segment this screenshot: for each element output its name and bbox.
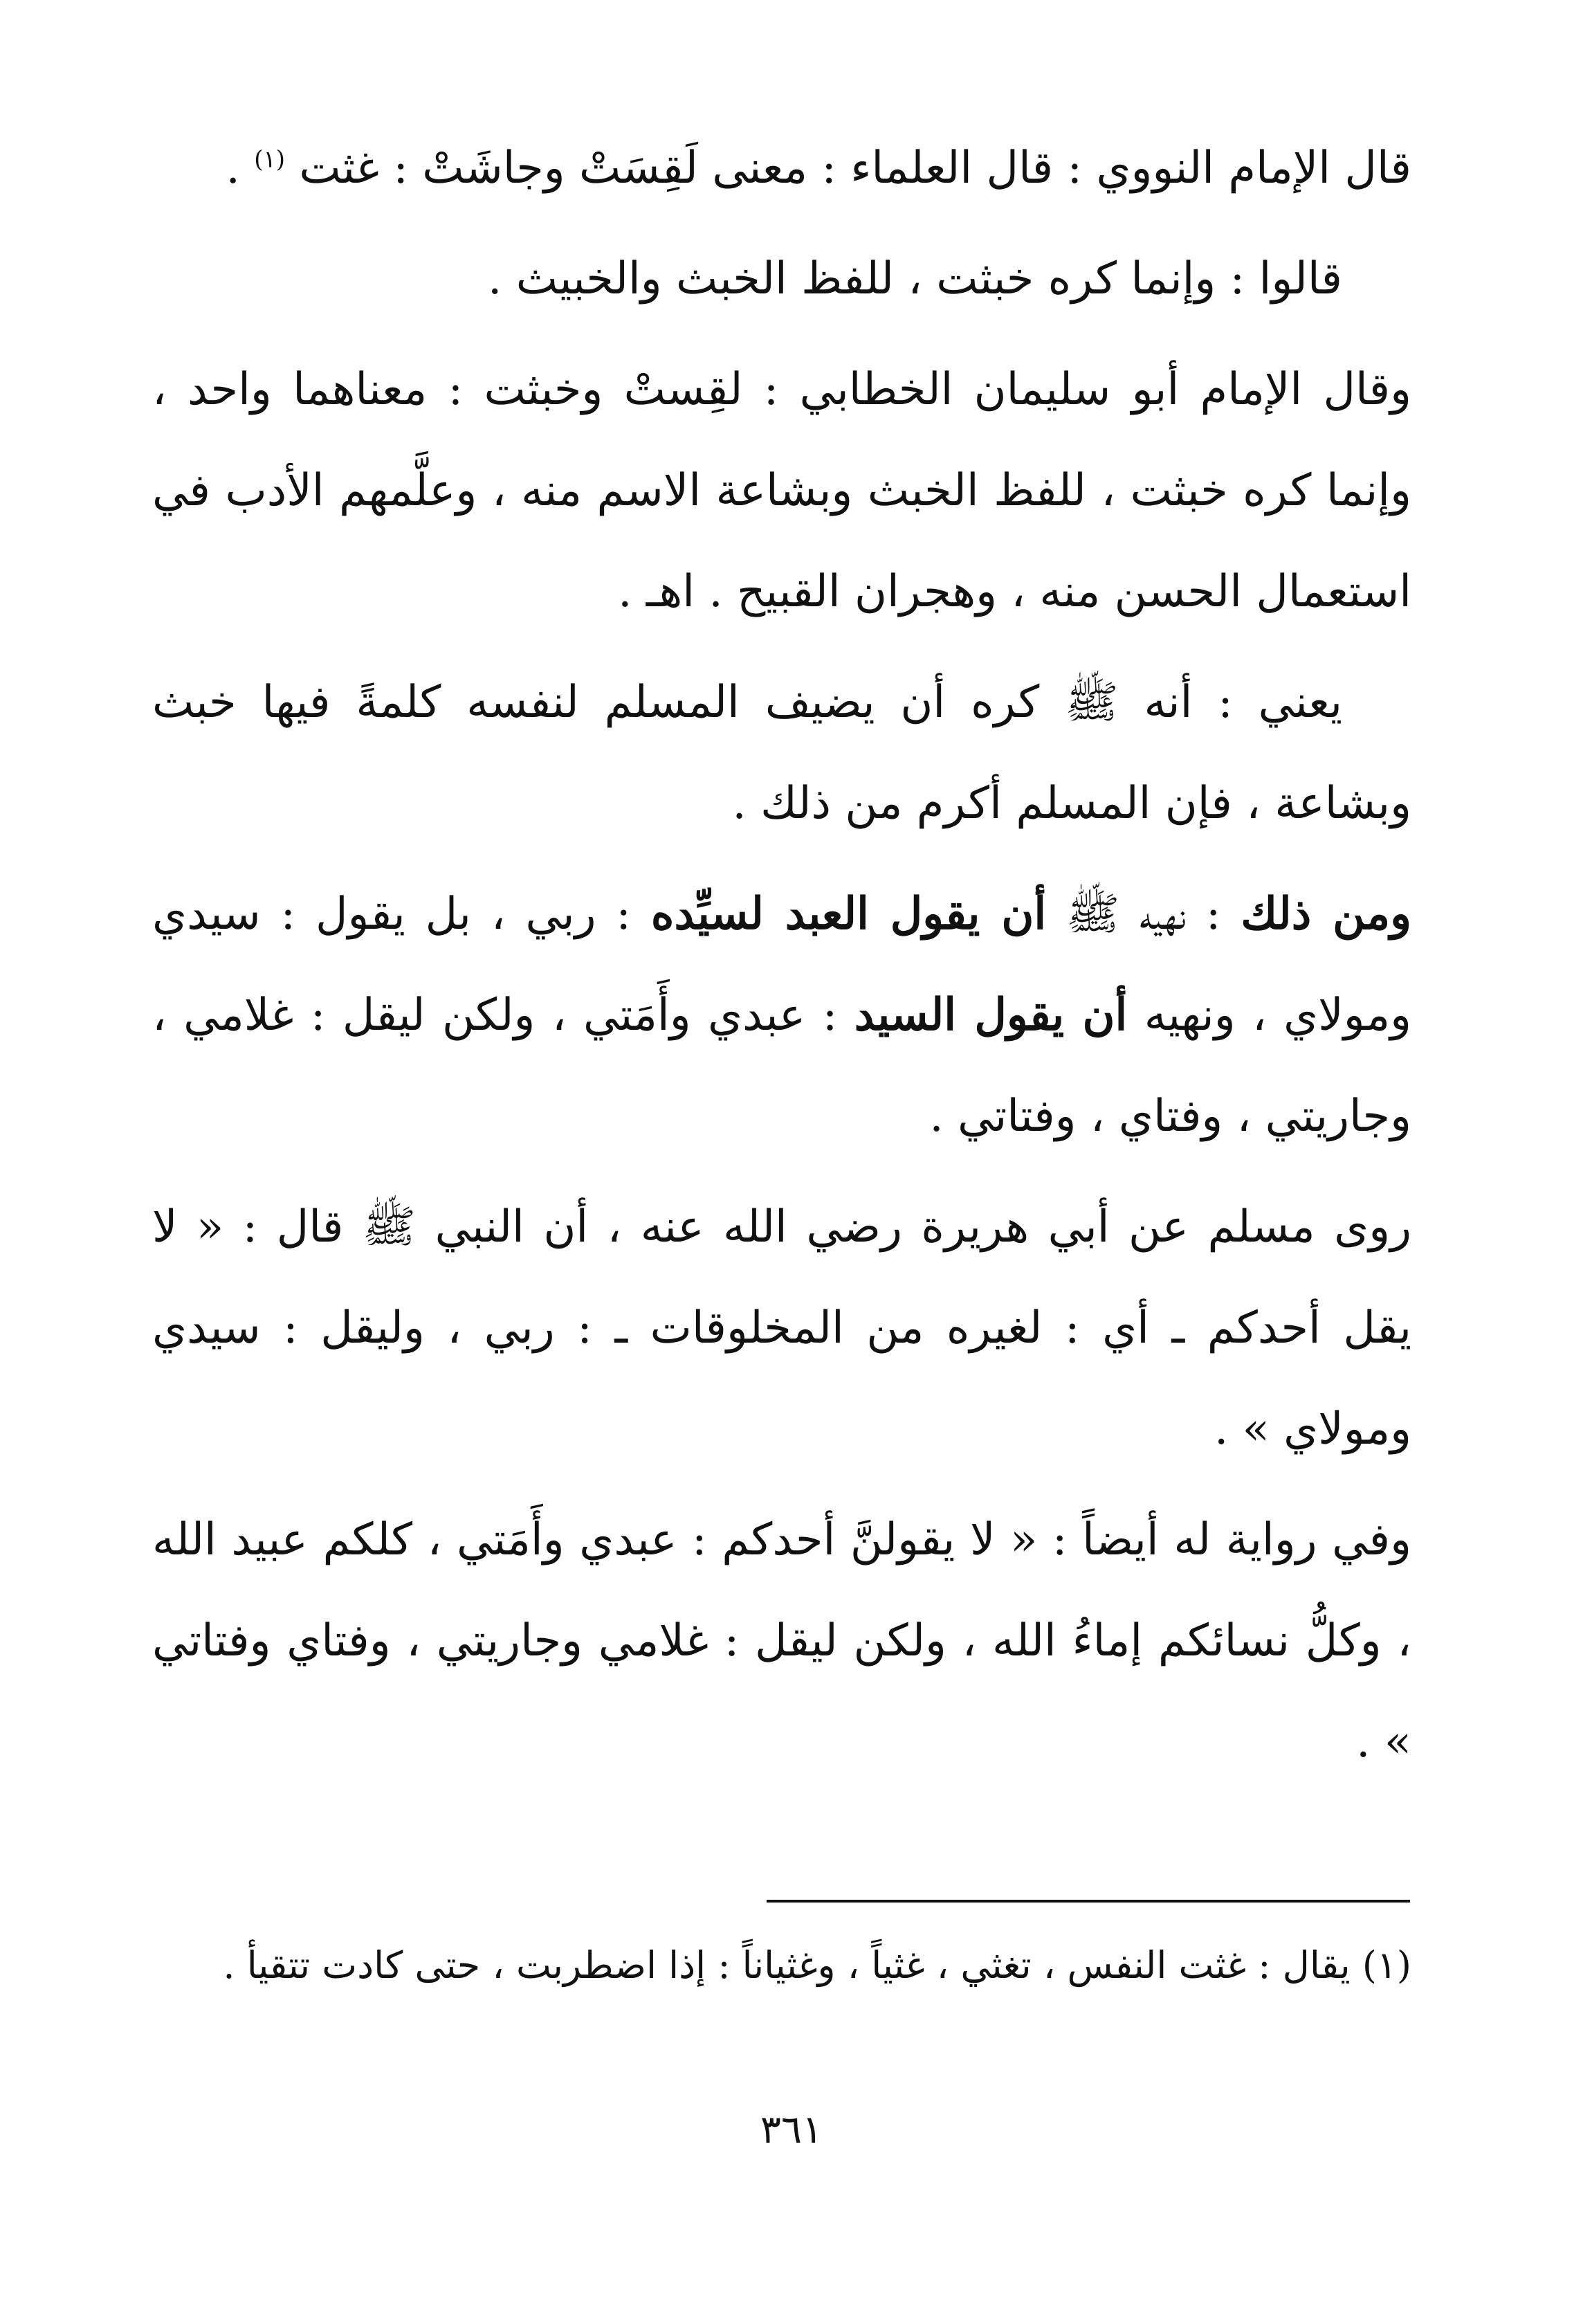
paragraph-khattabi-quote: وقال الإمام أبو سليمان الخطابي : لقِستْ وخبثت : معناهما واحد ، وإنما كره خبثت ، للفظ الخبث وبشاعة الاسم منه ، وعلَّمهم الأدب في استعمال الحسن منه ، وهجران القبيح . اهـ .	[152, 364, 1411, 617]
paragraph-prohibition	[152, 864, 1411, 1167]
paragraph-second-narration: وفي رواية له أيضاً : « لا يقولنَّ أحدكم : عبدي وأَمَتي ، كلكم عبيد الله ، وكلُّ نسائكم إماءُ الله ، ولكن ليقل : غلامي وجاريتي ، وفتاي وفتاتي » .	[152, 1514, 1411, 1768]
paragraph-muslim-narration: روى مسلم عن أبي هريرة رضي الله عنه ، أن النبي ﷺ قال : « لا يقل أحدكم ـ أي : لغيره من المخلوقات ـ : ربي ، وليقل : سيدي ومولاي » .	[152, 1201, 1412, 1455]
paragraph-text: : نهيه ﷺ	[1046, 889, 1241, 940]
paragraph-text: : ربي ، بل يقول : سيدي ومولاي ، ونهيه	[152, 889, 1412, 1041]
paragraph-scholars-said: قالوا : وإنما كره خبثت ، للفظ الخبث والخبيث .	[488, 253, 1342, 305]
paragraph-text: : عبدي وأَمَتي ، ولكن ليقل : غلامي ، وجاريتي ، وفتاي ، وفتاتي .	[152, 990, 1411, 1142]
footnote-divider	[767, 1900, 1410, 1903]
footnote-text: (١) يقال : غثت النفس ، تغثي ، غثياً ، وغثياناً : إذا اضطربت ، حتى كادت تتقيأ .	[223, 1943, 1411, 1987]
footnote	[152, 1931, 1411, 2000]
bold-phrase: ومن ذلك	[1241, 888, 1412, 940]
paragraph-text: قال الإمام النووي : قال العلماء : معنى لَقِسَتْ وجاشَتْ : غثت	[299, 143, 1411, 194]
paragraph-nawawi-quote	[152, 118, 1411, 219]
footnote-reference: (١)	[254, 145, 286, 174]
bold-phrase: أن يقول السيد	[854, 989, 1128, 1041]
page-number: ٣٦١	[760, 2107, 823, 2152]
paragraph-meaning: يعني : أنه ﷺ كره أن يضيف المسلم لنفسه كلمةً فيها خبث وبشاعة ، فإن المسلم أكرم من ذلك .	[152, 677, 1411, 829]
paragraph-text: .	[226, 143, 240, 194]
bold-phrase: أن يقول العبد لسيِّده	[650, 888, 1047, 940]
main-text	[152, 118, 1411, 1802]
